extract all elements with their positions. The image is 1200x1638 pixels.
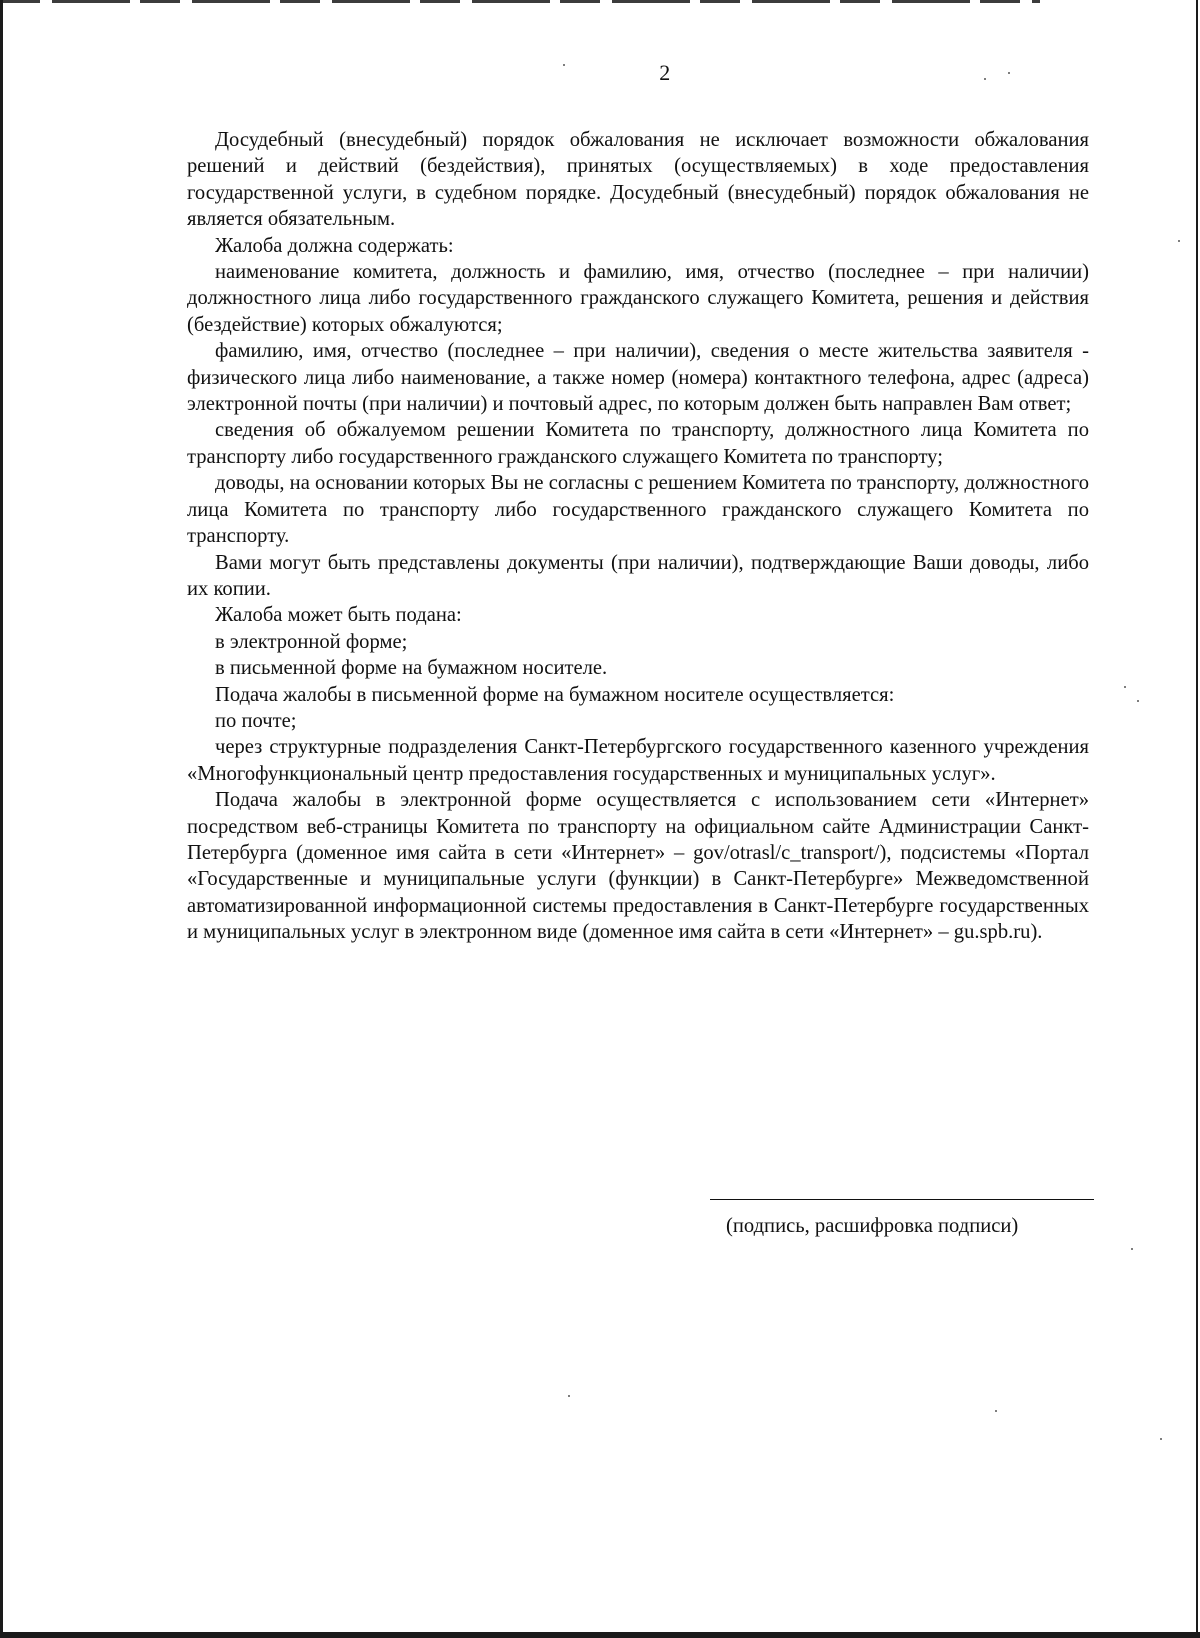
paragraph-submission-heading: Жалоба может быть подана: (215, 604, 462, 627)
scan-speck (1137, 700, 1139, 702)
paragraph-applicant-details-item: фамилию, имя, отчество (последнее – при наличии), сведения о месте жительства заявителя - физического лица либо наименование, а также номер (номера) контактного телефона, адрес (адреса) электронной почты (при наличии) и почтовый адрес, по которым должен быть направлен Вам ответ; (187, 340, 1089, 416)
paragraph-mfc-submission: через структурные подразделения Санкт-Петербургского государственного казенного учреждения «Многофункциональный центр предоставления государственных и муниципальных услуг». (187, 736, 1089, 785)
page-number-text: 2 (659, 60, 671, 85)
paragraph-decision-details-item: сведения об обжалуемом решении Комитета по транспорту, должностного лица Комитета по транспорту либо государственного гражданского служащего Комитета по транспорту; (187, 419, 1089, 468)
paragraph-arguments-item: доводы, на основании которых Вы не согласны с решением Комитета по транспорту, должностного лица Комитета по транспорту либо государственного гражданского служащего Комитета по транспорту. (187, 472, 1089, 548)
paragraph-electronic-submission: Подача жалобы в электронной форме осуществляется с использованием сети «Интернет» посредством веб-страницы Комитета по транспорту на официальном сайте Администрации Санкт-Петербурга (доменное имя сайта в сети «Интернет» – gov/otrasl/c_transport/), подсистемы «Портал «Государственные и муниципальные услуги (функции) в Санкт-Петербурге» Межведомственной автоматизированной информационной системы предоставления в Санкт-Петербурге государственных и муниципальных услуг в электронном виде (доменное имя сайта в сети «Интернет» – gu.spb.ru). (187, 789, 1089, 944)
paragraph-by-mail: по почте; (215, 709, 297, 732)
page-number (0, 60, 1200, 86)
scan-left-edge (0, 0, 3, 1638)
signature-caption: (подпись, расшифровка подписи) (726, 1215, 1019, 1237)
scan-right-edge (1196, 0, 1198, 1638)
scan-speck (1178, 240, 1180, 242)
scan-speck (1131, 1248, 1133, 1250)
paragraph-documents-note: Вами могут быть представлены документы (при наличии), подтверждающие Ваши доводы, либо их копии. (187, 551, 1089, 600)
paragraph-electronic-form: в электронной форме; (215, 630, 408, 653)
scan-speck (995, 1410, 997, 1412)
scan-bottom-edge (0, 1632, 1200, 1638)
scan-speck (1124, 686, 1126, 688)
paragraph-committee-name-item: наименование комитета, должность и фамилию, имя, отчество (последнее – при наличии) должностного лица либо государственного гражданского служащего Комитета, решения и действия (бездействие) которых обжалуются; (187, 261, 1089, 336)
paragraph-complaint-contents-heading: Жалоба должна содержать: (215, 234, 454, 257)
scan-top-edge (0, 0, 1040, 3)
signature-line (710, 1199, 1094, 1200)
paragraph-paper-submission-heading: Подача жалобы в письменной форме на бумажном носителе осуществляется: (215, 683, 895, 706)
document-body (187, 127, 1089, 946)
paragraph-paper-form: в письменной форме на бумажном носителе. (215, 657, 608, 680)
scan-speck (1160, 1438, 1162, 1440)
scan-speck (568, 1395, 570, 1397)
paragraph-appeal-procedure: Досудебный (внесудебный) порядок обжалования не исключает возможности обжалования решений и действий (бездействия), принятых (осуществляемых) в ходе предоставления государственной услуги, в судебном порядке. Досудебный (внесудебный) порядок обжалования не является обязательным. (187, 129, 1089, 231)
